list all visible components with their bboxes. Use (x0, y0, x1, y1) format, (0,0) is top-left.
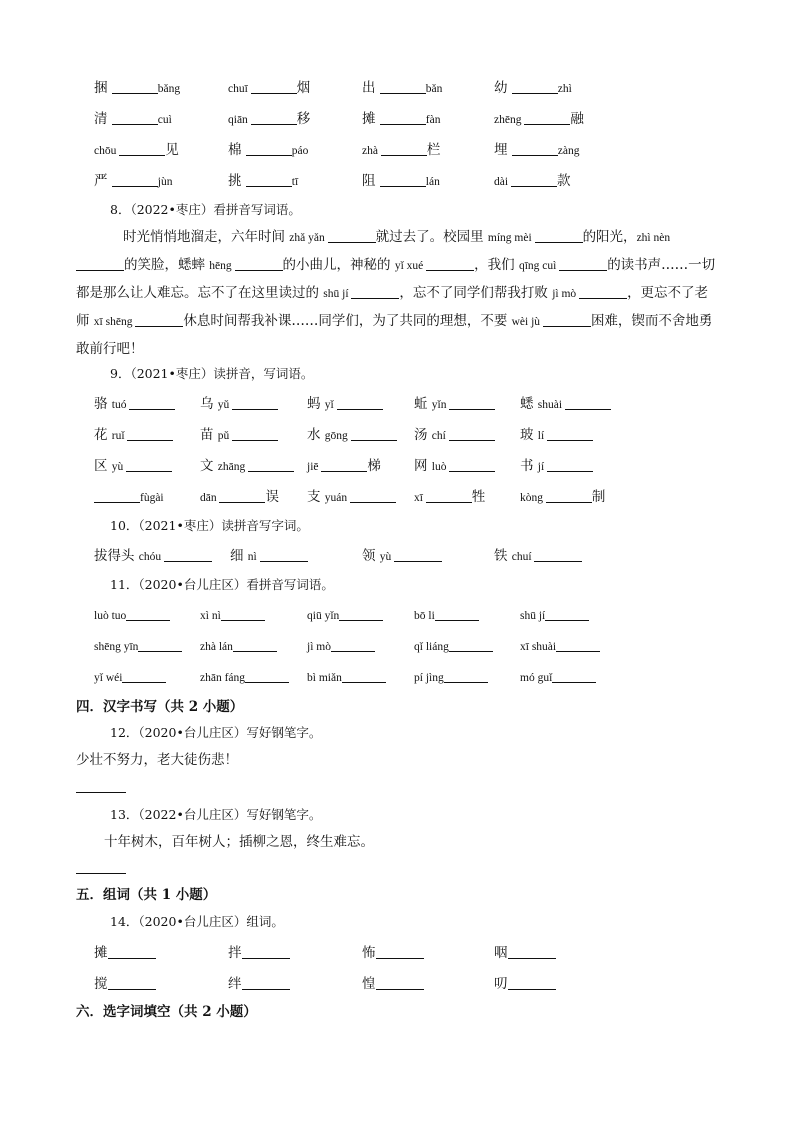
q7-item: 埋 zàng (494, 142, 580, 158)
answer-blank[interactable] (565, 395, 611, 410)
pinyin-prompt: jì mò (552, 288, 580, 300)
answer-blank[interactable] (449, 457, 495, 472)
answer-blank[interactable] (552, 668, 596, 683)
answer-blank[interactable] (547, 426, 593, 441)
q7-item: zhà 栏 (362, 142, 441, 158)
q11-item (200, 636, 277, 657)
q11-item (414, 636, 493, 657)
q7-row (0, 171, 794, 191)
q11-item (414, 605, 479, 626)
q11-item (520, 605, 589, 626)
answer-blank[interactable] (394, 547, 442, 562)
pinyin-prompt: pǔ (217, 430, 233, 442)
given-character: 惶 (362, 976, 376, 992)
answer-blank[interactable] (547, 457, 593, 472)
q14-item (494, 943, 556, 963)
answer-blank[interactable] (350, 488, 396, 503)
answer-blank[interactable] (535, 228, 583, 243)
pinyin-prompt: yuán (324, 492, 351, 504)
answer-blank[interactable] (138, 637, 182, 652)
q9-item (307, 425, 397, 446)
given-character: 铁 (494, 548, 512, 564)
q7-item: 阻 lán (362, 173, 440, 189)
q9-item (520, 456, 593, 477)
answer-blank[interactable] (232, 395, 278, 410)
pinyin-prompt: jiē (307, 461, 322, 473)
q9-item (94, 394, 175, 415)
answer-blank[interactable] (508, 975, 556, 990)
q7-item: chōu 见 (94, 142, 179, 158)
answer-blank[interactable] (381, 141, 427, 156)
answer-blank[interactable] (376, 944, 424, 959)
pinyin-prompt: qīng cuì (518, 260, 560, 272)
answer-blank[interactable] (235, 256, 283, 271)
given-character: 水 (307, 427, 325, 443)
pinyin-prompt: yù (379, 551, 395, 563)
pinyin-prompt: chuí (511, 551, 535, 563)
answer-blank[interactable] (221, 606, 265, 621)
q9-item (414, 487, 485, 508)
pinyin-prompt: shū jí (520, 610, 546, 622)
section-4-heading: 四．汉字书写（共 2 小题） (76, 699, 244, 715)
answer-blank[interactable] (556, 637, 600, 652)
q10-item (230, 546, 308, 567)
given-character: 叨 (494, 976, 508, 992)
pinyin-prompt: wèi jù (511, 316, 543, 328)
q14-item (494, 974, 556, 994)
q7-row (0, 140, 794, 160)
answer-blank[interactable] (559, 256, 607, 271)
q10-item (94, 546, 212, 567)
answer-blank[interactable] (511, 172, 557, 187)
pinyin-prompt: xī shuài (520, 641, 557, 653)
q14-item (362, 974, 424, 994)
pinyin-prompt: gōng (324, 430, 351, 442)
given-character: 书 (520, 458, 538, 474)
given-character: 梯 (367, 458, 381, 474)
answer-blank[interactable] (435, 606, 479, 621)
q7-item: 清 cuì (94, 111, 172, 127)
question-14-heading: 14．（2020•台儿庄区）组词。 (110, 914, 284, 929)
question-8-paragraph (76, 224, 718, 363)
answer-blank[interactable] (545, 606, 589, 621)
given-character: 制 (591, 489, 606, 505)
q14-item (94, 943, 156, 963)
given-character: 蟋 (520, 396, 538, 412)
q7-item: 挑 tī (228, 173, 299, 189)
paragraph-text: 时光悄悄地溜走，六年时间 (123, 229, 290, 245)
answer-blank[interactable] (76, 256, 124, 271)
q7-item: 棉 páo (228, 142, 309, 158)
question-9-heading: 9．（2021•枣庄）读拼音，写词语。 (110, 366, 314, 381)
q7-row (0, 109, 794, 129)
question-13-heading: 13．（2022•台儿庄区）写好钢笔字。 (110, 807, 322, 822)
answer-blank[interactable] (579, 284, 627, 299)
given-character: 支 (307, 489, 325, 505)
answer-blank[interactable] (112, 172, 158, 187)
answer-blank[interactable] (108, 975, 156, 990)
given-character: 拔得头 (94, 548, 139, 564)
answer-blank[interactable] (444, 668, 488, 683)
answer-blank[interactable] (524, 110, 570, 125)
pinyin-prompt: mó guǐ (520, 672, 553, 684)
q11-item (94, 636, 182, 657)
answer-blank[interactable] (512, 141, 558, 156)
paragraph-text: 的小曲儿，神秘的 (282, 257, 395, 273)
q7-item: 出 bǎn (362, 80, 443, 96)
given-character: 汤 (414, 427, 432, 443)
answer-blank[interactable] (426, 256, 474, 271)
pinyin-prompt: jì mò (307, 641, 331, 653)
pinyin-prompt: shēng yīn (94, 641, 139, 653)
given-character: 玻 (520, 427, 538, 443)
answer-blank[interactable] (546, 488, 592, 503)
answer-blank[interactable] (380, 79, 426, 94)
pinyin-prompt: xī (414, 492, 426, 504)
answer-blank[interactable] (135, 312, 183, 327)
answer-blank[interactable] (232, 426, 278, 441)
q9-item (520, 394, 611, 415)
answer-blank[interactable] (246, 172, 292, 187)
q9-item (200, 487, 279, 508)
pinyin-prompt: zhà lán (200, 641, 233, 653)
q9-item (307, 456, 381, 477)
q7-item: zhēng 融 (494, 111, 584, 127)
pinyin-prompt: ruǐ (111, 430, 128, 442)
q11-item (307, 605, 383, 626)
answer-blank[interactable] (242, 975, 290, 990)
pinyin-prompt: fùgài (140, 492, 164, 504)
answer-blank[interactable] (449, 637, 493, 652)
pinyin-prompt: zhǎ yǎn (289, 232, 328, 244)
paragraph-text: 的读书声……一切都是那么让人难忘。忘不了在这里读过的 (76, 257, 716, 301)
pinyin-prompt: nì (247, 551, 260, 563)
q9-item (520, 425, 593, 446)
pinyin-prompt: luò tuo (94, 610, 127, 622)
pinyin-prompt: yǐ xué (394, 260, 427, 272)
pinyin-prompt: tuó (111, 399, 130, 411)
answer-blank[interactable] (108, 944, 156, 959)
answer-blank[interactable] (251, 110, 297, 125)
given-character: 绊 (228, 976, 242, 992)
pinyin-prompt: yǐ wéi (94, 672, 123, 684)
answer-blank[interactable] (245, 668, 289, 683)
paragraph-text: ，更忘不了老师 (76, 285, 709, 329)
answer-blank[interactable] (339, 606, 383, 621)
q9-item (414, 425, 495, 446)
answer-blank[interactable] (248, 457, 294, 472)
q9-item (200, 456, 294, 477)
pinyin-prompt: qǐ liáng (414, 641, 449, 653)
answer-blank[interactable] (246, 141, 292, 156)
answer-blank[interactable] (449, 395, 495, 410)
q11-item (520, 667, 596, 688)
pinyin-prompt: hēng (209, 260, 235, 272)
q7-item: 捆 bǎng (94, 80, 181, 96)
answer-blank[interactable] (122, 668, 166, 683)
section-6-heading: 六．选字词填空（共 2 小题） (76, 1004, 257, 1020)
given-character: 怖 (362, 945, 376, 961)
q11-item (94, 605, 170, 626)
q14-item (94, 974, 156, 994)
answer-blank[interactable] (337, 395, 383, 410)
pinyin-prompt: yǐn (431, 399, 450, 411)
answer-line[interactable] (76, 873, 126, 874)
q7-item: 摊 fàn (362, 111, 441, 127)
section-5-heading: 五．组词（共 1 小题） (76, 887, 217, 903)
answer-blank[interactable] (380, 110, 426, 125)
question-13-text: 十年树木，百年树人；插柳之恩，终生难忘。 (104, 834, 374, 850)
given-character: 苗 (200, 427, 218, 443)
q11-item (307, 667, 386, 688)
answer-line[interactable] (76, 792, 126, 793)
pinyin-prompt: bō li (414, 610, 435, 622)
q11-item (94, 667, 166, 688)
pinyin-prompt: luò (431, 461, 450, 473)
q11-item (200, 605, 265, 626)
q9-item (94, 487, 164, 508)
answer-blank[interactable] (351, 284, 399, 299)
answer-blank[interactable] (376, 975, 424, 990)
given-character: 网 (414, 458, 432, 474)
q9-item (94, 425, 173, 446)
answer-blank[interactable] (534, 547, 582, 562)
given-character: 花 (94, 427, 112, 443)
answer-blank[interactable] (543, 312, 591, 327)
given-character: 误 (265, 489, 279, 505)
paragraph-text: 困难，锲而不舍地勇敢前行吧！ (76, 313, 713, 357)
q7-item: chuī 烟 (228, 80, 311, 96)
answer-blank[interactable] (342, 668, 386, 683)
pinyin-prompt: zhān fáng (200, 672, 246, 684)
pinyin-prompt: bì miǎn (307, 672, 342, 684)
given-character: 搅 (94, 976, 108, 992)
q10-item (362, 546, 442, 567)
answer-blank[interactable] (251, 79, 297, 94)
answer-blank[interactable] (119, 141, 165, 156)
given-character: 区 (94, 458, 112, 474)
q7-item: qiān 移 (228, 111, 311, 127)
q11-item (414, 667, 488, 688)
question-12-text: 少壮不努力，老大徒伤悲！ (76, 752, 238, 768)
q9-item (200, 394, 278, 415)
q11-item (200, 667, 289, 688)
q7-item: 幼 zhì (494, 80, 572, 96)
q14-item (362, 943, 424, 963)
pinyin-prompt: qiū yǐn (307, 610, 340, 622)
paragraph-text: ，忘不了同学们帮我打败 (399, 285, 553, 301)
pinyin-prompt: xī shēng (93, 316, 136, 328)
answer-blank[interactable] (508, 944, 556, 959)
pinyin-prompt: chóu (138, 551, 165, 563)
answer-blank[interactable] (219, 488, 265, 503)
answer-blank[interactable] (351, 426, 397, 441)
given-character: 咽 (494, 945, 508, 961)
given-character: 文 (200, 458, 218, 474)
q7-item: 严 jùn (94, 173, 173, 189)
pinyin-prompt: yù (111, 461, 127, 473)
pinyin-prompt: zhì nèn (636, 232, 671, 244)
question-12-heading: 12．（2020•台儿庄区）写好钢笔字。 (110, 725, 322, 740)
q9-item (307, 487, 396, 508)
answer-blank[interactable] (94, 488, 140, 503)
q9-item (414, 394, 495, 415)
q9-item (307, 394, 383, 415)
answer-blank[interactable] (380, 172, 426, 187)
given-character: 细 (230, 548, 248, 564)
answer-blank[interactable] (331, 637, 375, 652)
q11-item (520, 636, 600, 657)
answer-blank[interactable] (449, 426, 495, 441)
pinyin-prompt: jí (537, 461, 548, 473)
answer-blank[interactable] (260, 547, 308, 562)
given-character: 领 (362, 548, 380, 564)
paragraph-text: 的笑脸，蟋蟀 (124, 257, 210, 273)
pinyin-prompt: lí (537, 430, 548, 442)
answer-blank[interactable] (129, 395, 175, 410)
q9-item (520, 487, 605, 508)
pinyin-prompt: shuài (537, 399, 565, 411)
q7-item: dài 款 (494, 173, 571, 189)
question-11-heading: 11．（2020•台儿庄区）看拼音写词语。 (110, 577, 334, 592)
question-8-heading: 8．（2022•枣庄）看拼音写词语。 (110, 202, 301, 217)
paragraph-text: 休息时间帮我补课……同学们，为了共同的理想，不要 (183, 313, 512, 329)
given-character: 摊 (94, 945, 108, 961)
given-character: 拌 (228, 945, 242, 961)
pinyin-prompt: chí (431, 430, 449, 442)
pinyin-prompt: yǐ (324, 399, 337, 411)
q9-item (200, 425, 278, 446)
q11-item (307, 636, 375, 657)
q10-item (494, 546, 582, 567)
given-character: 骆 (94, 396, 112, 412)
paragraph-text: 就过去了。校园里 (375, 229, 488, 245)
answer-blank[interactable] (164, 547, 212, 562)
answer-blank[interactable] (242, 944, 290, 959)
q14-item (228, 974, 290, 994)
given-character: 蚯 (414, 396, 432, 412)
given-character: 乌 (200, 396, 218, 412)
answer-blank[interactable] (426, 488, 472, 503)
pinyin-prompt: shū jí (323, 288, 352, 300)
pinyin-prompt: pí jìng (414, 672, 444, 684)
q7-row (0, 78, 794, 98)
answer-blank[interactable] (112, 79, 158, 94)
pinyin-prompt: zhāng (217, 461, 249, 473)
answer-blank[interactable] (328, 228, 376, 243)
given-character: 牲 (471, 489, 486, 505)
pinyin-prompt: kòng (520, 492, 546, 504)
answer-blank[interactable] (233, 637, 277, 652)
pinyin-prompt: míng mèi (487, 232, 535, 244)
pinyin-prompt: xì nì (200, 610, 221, 622)
paragraph-text: ，我们 (474, 257, 519, 273)
answer-blank[interactable] (127, 426, 173, 441)
answer-blank[interactable] (126, 606, 170, 621)
given-character: 蚂 (307, 396, 325, 412)
answer-blank[interactable] (112, 110, 158, 125)
paragraph-text: 的阳光， (582, 229, 637, 245)
q9-item (94, 456, 172, 477)
q9-item (414, 456, 495, 477)
answer-blank[interactable] (512, 79, 558, 94)
answer-blank[interactable] (321, 457, 367, 472)
q14-item (228, 943, 290, 963)
pinyin-prompt: yǔ (217, 399, 233, 411)
pinyin-prompt: dān (200, 492, 220, 504)
answer-blank[interactable] (126, 457, 172, 472)
question-10-heading: 10．（2021•枣庄）读拼音写字词。 (110, 518, 309, 533)
